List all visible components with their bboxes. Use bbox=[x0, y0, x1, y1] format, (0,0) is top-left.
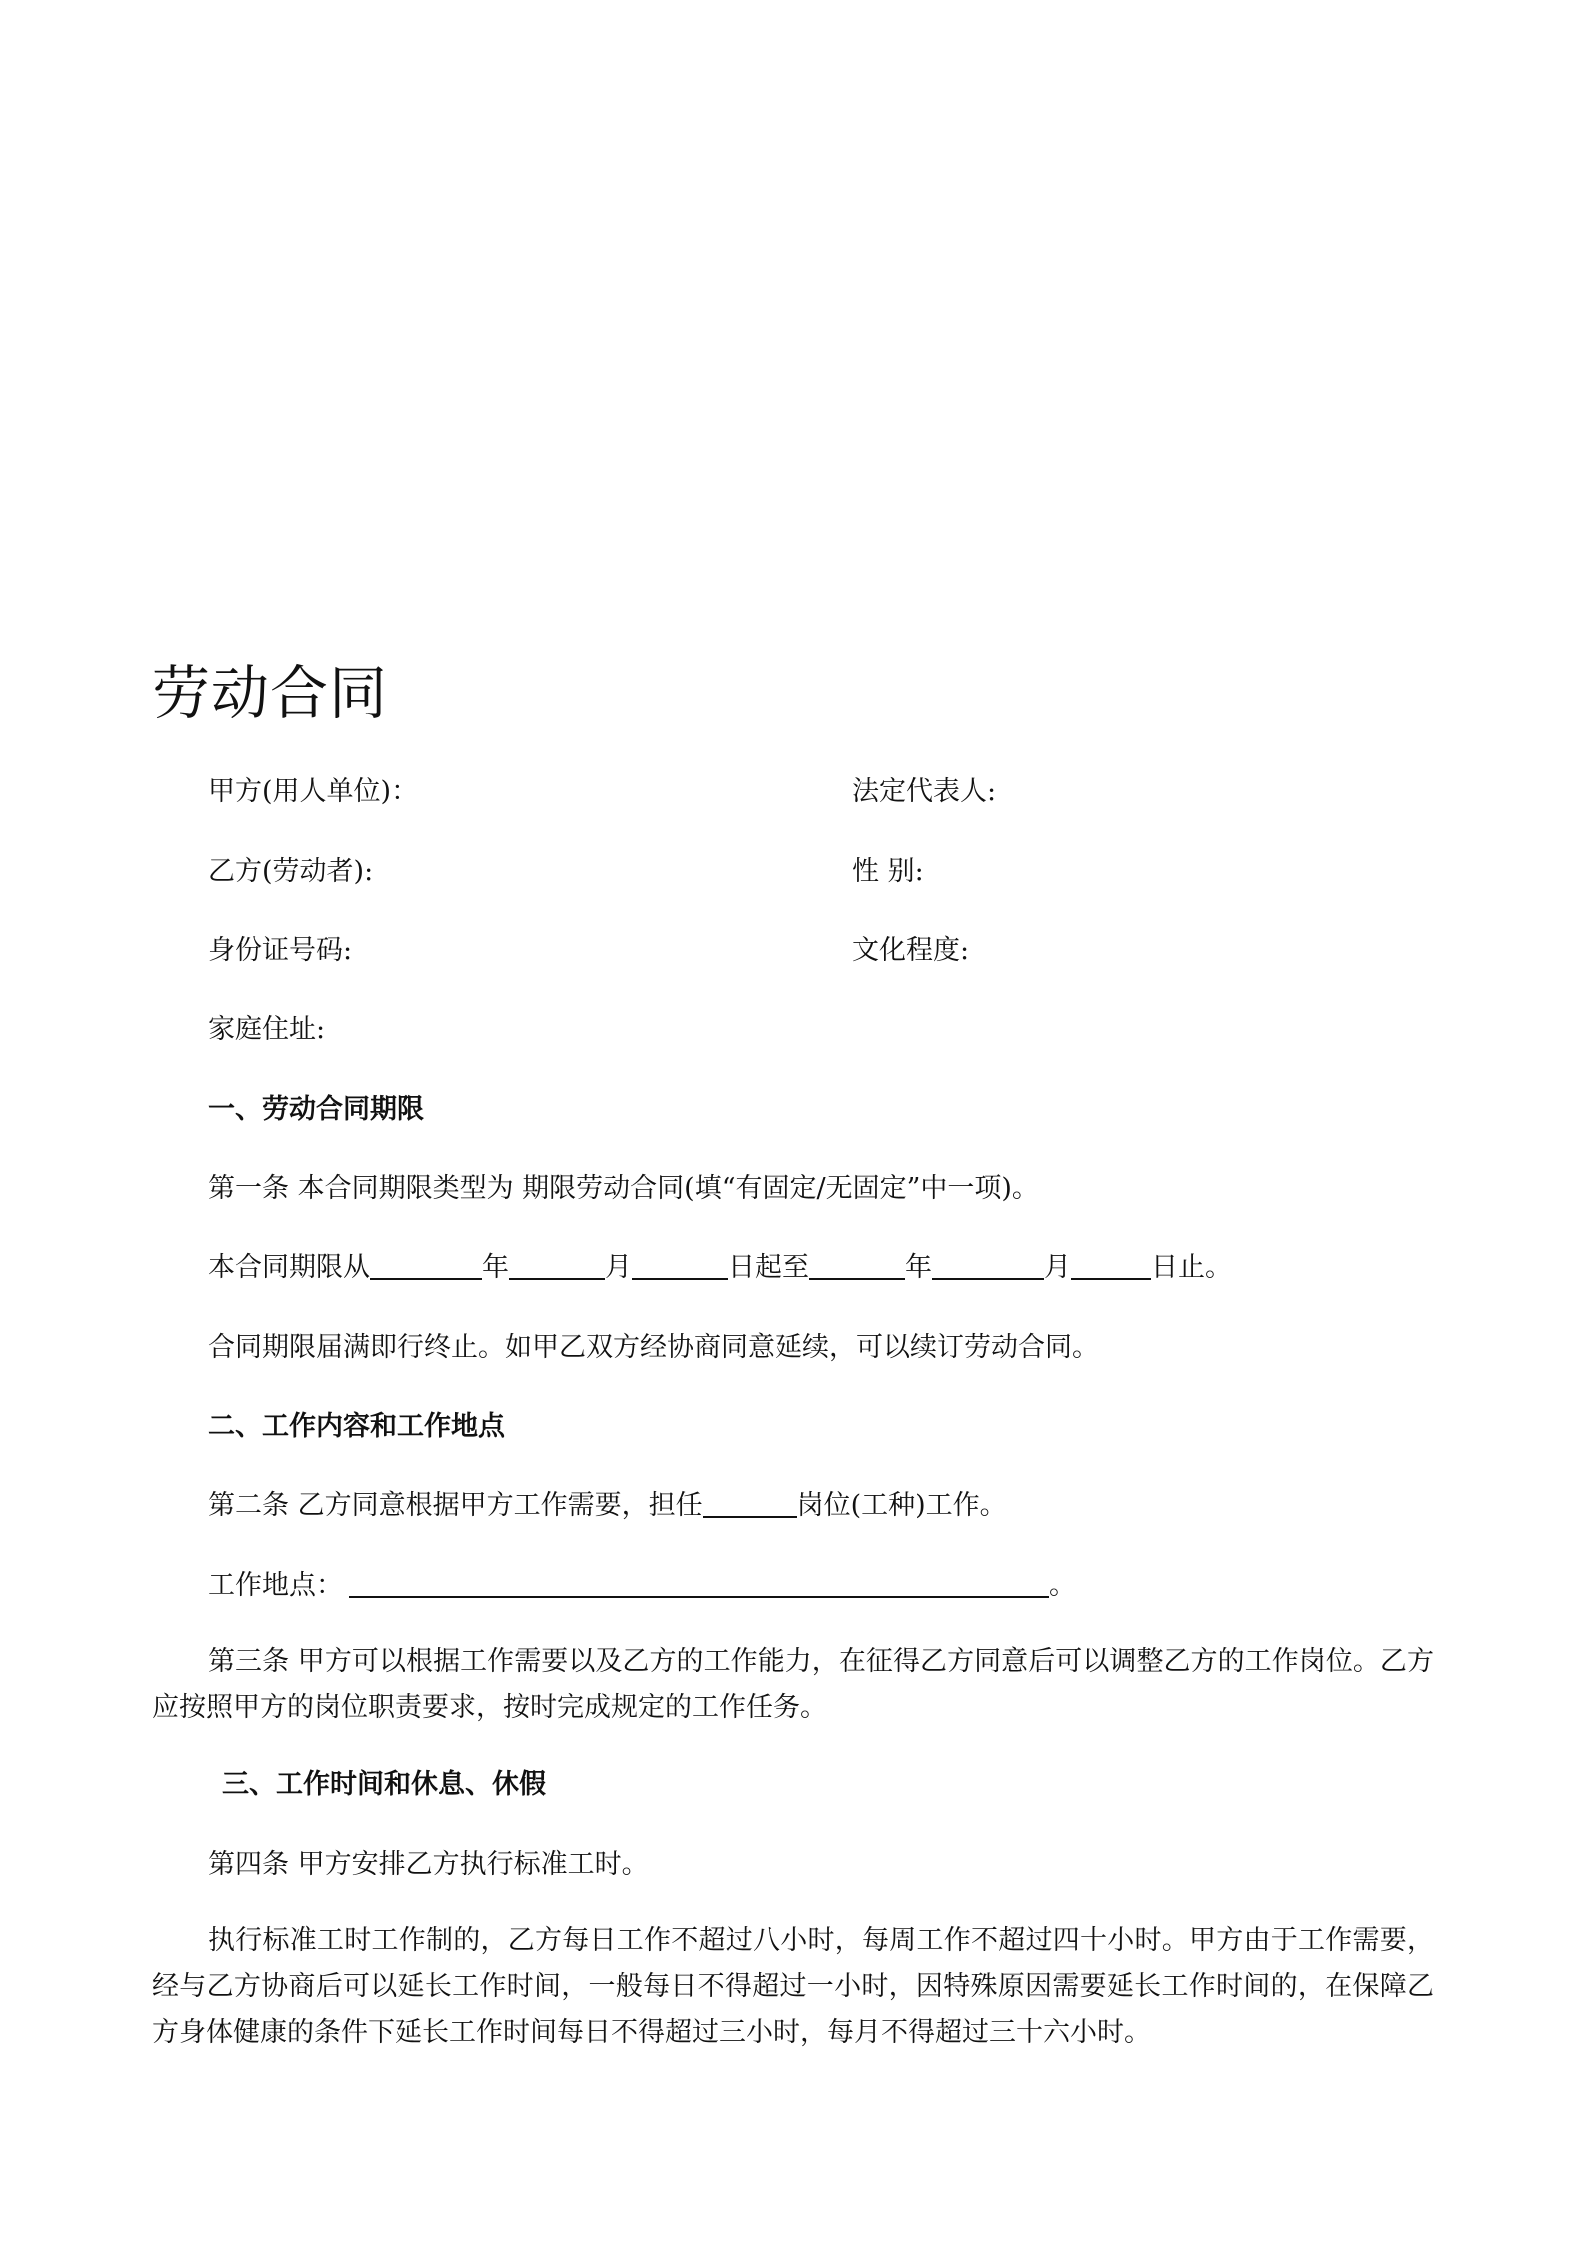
standard-hours-clause: 执行标准工时工作制的，乙方每日工作不超过八小时，每周工作不超过四十小时。甲方由于工作需要，经与乙方协商后可以延长工作时间，一般每日不得超过一小时，因特殊原因需要延长工作时间的，在保障乙方身体健康的条件下延长工作时间每日不得超过三小时，每月不得超过三十六小时。 bbox=[152, 1925, 1434, 2048]
end-day-blank[interactable] bbox=[1071, 1248, 1151, 1280]
work-location-end: 。 bbox=[1049, 1570, 1076, 1601]
education-label: 文化程度: bbox=[852, 935, 970, 966]
work-location-label: 工作地点： bbox=[208, 1570, 343, 1601]
article-2-suffix: 岗位(工种)工作。 bbox=[796, 1490, 1007, 1521]
work-location-blank[interactable] bbox=[349, 1566, 1049, 1598]
section-1-heading: 一、劳动合同期限 bbox=[208, 1094, 424, 1125]
address-label: 家庭住址: bbox=[208, 1014, 326, 1045]
period-year-label: 年 bbox=[482, 1252, 509, 1283]
period-prefix: 本合同期限从 bbox=[208, 1252, 370, 1283]
end-year-blank[interactable] bbox=[809, 1248, 905, 1280]
contract-period-line bbox=[208, 1248, 1232, 1288]
party-a-label: 甲方(用人单位)： bbox=[208, 776, 419, 807]
start-month-blank[interactable] bbox=[509, 1248, 605, 1280]
article-2-prefix: 第二条 乙方同意根据甲方工作需要，担任 bbox=[208, 1490, 703, 1521]
gender-label: 性 别: bbox=[852, 856, 924, 887]
end-month-blank[interactable] bbox=[932, 1248, 1044, 1280]
legal-rep-label: 法定代表人: bbox=[852, 776, 997, 807]
renewal-clause: 合同期限届满即行终止。如甲乙双方经协商同意延续，可以续订劳动合同。 bbox=[208, 1332, 1099, 1363]
article-4: 第四条 甲方安排乙方执行标准工时。 bbox=[208, 1849, 649, 1880]
period-year2-label: 年 bbox=[905, 1252, 932, 1283]
party-b-label: 乙方(劳动者): bbox=[208, 856, 374, 887]
position-blank[interactable] bbox=[703, 1486, 797, 1518]
article-3: 第三条 甲方可以根据工作需要以及乙方的工作能力，在征得乙方同意后可以调整乙方的工作岗位。乙方应按照甲方的岗位职责要求，按时完成规定的工作任务。 bbox=[152, 1646, 1434, 1723]
work-location-line bbox=[208, 1566, 1076, 1606]
article-1: 第一条 本合同期限类型为 期限劳动合同(填“有固定/无固定”中一项)。 bbox=[208, 1173, 1039, 1204]
start-day-blank[interactable] bbox=[632, 1248, 728, 1280]
start-year-blank[interactable] bbox=[370, 1248, 482, 1280]
period-end-label: 日止。 bbox=[1151, 1252, 1232, 1283]
period-month2-label: 月 bbox=[1044, 1252, 1071, 1283]
period-from-label: 日起至 bbox=[728, 1252, 809, 1283]
document-title: 劳动合同 bbox=[152, 659, 389, 727]
period-month-label: 月 bbox=[605, 1252, 632, 1283]
section-2-heading: 二、工作内容和工作地点 bbox=[208, 1411, 505, 1442]
id-number-label: 身份证号码: bbox=[208, 935, 353, 966]
article-2 bbox=[208, 1486, 1007, 1526]
section-3-heading: 三、工作时间和休息、休假 bbox=[222, 1769, 546, 1800]
